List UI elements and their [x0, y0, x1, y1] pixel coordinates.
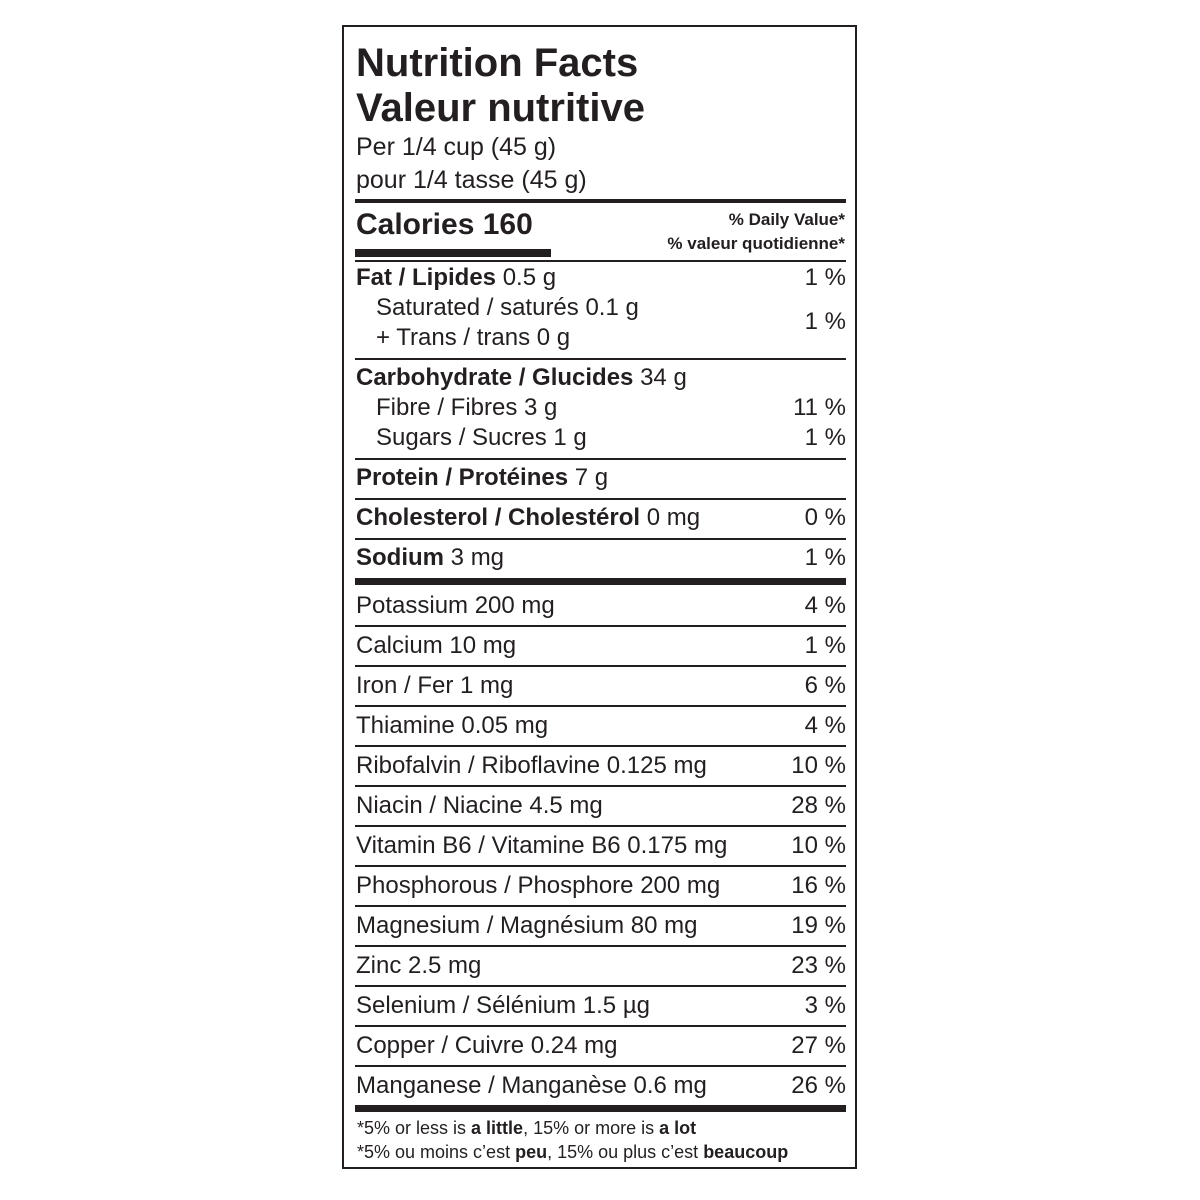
footnote-fr-emphasis: peu	[515, 1142, 548, 1162]
niacin-dv: 28 %	[791, 792, 846, 819]
vitamin-b6-label: Vitamin B6 / Vitamine B6 0.175 mg	[356, 832, 728, 859]
divider-rule	[355, 825, 846, 827]
protein-amount: 7 g	[574, 464, 609, 491]
footnote-en-text: *5% or less is	[357, 1118, 472, 1138]
divider-rule	[355, 985, 846, 987]
fibre-row	[356, 393, 846, 423]
divider-rule	[355, 945, 846, 947]
riboflavin-dv: 10 %	[791, 752, 846, 779]
phosphorous-dv: 16 %	[791, 872, 846, 899]
trans-label: + Trans / trans 0 g	[376, 324, 571, 351]
potassium-row	[356, 591, 846, 621]
divider-rule	[355, 1025, 846, 1027]
iron-dv: 6 %	[804, 672, 846, 699]
footnote-fr-emphasis: beaucoup	[703, 1142, 789, 1162]
niacin-row	[356, 791, 846, 821]
vitamin-b6-dv: 10 %	[791, 832, 846, 859]
cholesterol-label: Cholesterol / Cholestérol	[356, 504, 641, 531]
magnesium-dv: 19 %	[791, 912, 846, 939]
fat-row	[356, 263, 846, 293]
manganese-dv: 26 %	[791, 1072, 846, 1099]
divider-rule	[355, 199, 846, 203]
carbohydrate-row	[356, 363, 846, 393]
protein-row	[356, 463, 846, 493]
daily-value-header-fr: % valeur quotidienne*	[667, 234, 845, 253]
footnote-en-emphasis: a lot	[659, 1118, 697, 1138]
serving-size-fr: pour 1/4 tasse (45 g)	[356, 166, 587, 194]
potassium-label: Potassium 200 mg	[356, 592, 555, 619]
zinc-label: Zinc 2.5 mg	[356, 952, 482, 979]
fat-amount: 0.5 g	[502, 264, 557, 291]
footnote-en	[357, 1117, 696, 1139]
riboflavin-label: Ribofalvin / Riboflavine 0.125 mg	[356, 752, 707, 779]
phosphorous-label: Phosphorous / Phosphore 200 mg	[356, 872, 721, 899]
divider-rule	[355, 865, 846, 867]
sodium-dv: 1 %	[804, 544, 846, 571]
fibre-dv: 11 %	[793, 394, 846, 421]
calcium-row	[356, 631, 846, 661]
divider-rule	[355, 498, 846, 500]
copper-row	[356, 1031, 846, 1061]
divider-rule	[355, 458, 846, 460]
calcium-dv: 1 %	[804, 632, 846, 659]
cholesterol-dv: 0 %	[804, 504, 846, 531]
nutrition-facts-label	[342, 25, 857, 1169]
iron-row	[356, 671, 846, 701]
divider-rule	[355, 358, 846, 360]
divider-rule	[355, 625, 846, 627]
manganese-label: Manganese / Manganèse 0.6 mg	[356, 1072, 707, 1099]
iron-label: Iron / Fer 1 mg	[356, 672, 514, 699]
zinc-row	[356, 951, 846, 981]
carbohydrate-label: Carbohydrate / Glucides	[356, 364, 634, 391]
saturated-label: Saturated / saturés 0.1 g	[376, 294, 639, 321]
divider-rule	[355, 665, 846, 667]
thiamine-dv: 4 %	[804, 712, 846, 739]
magnesium-label: Magnesium / Magnésium 80 mg	[356, 912, 698, 939]
cholesterol-row	[356, 503, 846, 533]
calories-bar	[355, 249, 551, 257]
divider-rule	[355, 785, 846, 787]
serving-size-en: Per 1/4 cup (45 g)	[356, 133, 557, 161]
cholesterol-amount: 0 mg	[646, 504, 701, 531]
calories: Calories 160	[356, 208, 533, 241]
divider-rule	[355, 745, 846, 747]
saturated-trans-dv-row	[356, 307, 846, 337]
footnote-fr	[357, 1141, 788, 1163]
footnote-en-text: , 15% or more is	[523, 1118, 660, 1138]
divider-rule	[355, 260, 846, 262]
daily-value-header-en: % Daily Value*	[728, 210, 845, 229]
divider-rule	[355, 905, 846, 907]
phosphorous-row	[356, 871, 846, 901]
sugars-dv: 1 %	[804, 424, 846, 451]
zinc-dv: 23 %	[791, 952, 846, 979]
vitamin-b6-row	[356, 831, 846, 861]
footnote-fr-text: *5% ou moins c’est	[357, 1142, 516, 1162]
thiamine-row	[356, 711, 846, 741]
saturated-trans-dv: 1 %	[804, 308, 846, 335]
thick-divider-rule	[355, 1105, 846, 1112]
divider-rule	[355, 1065, 846, 1067]
potassium-dv: 4 %	[804, 592, 846, 619]
fibre-label: Fibre / Fibres 3 g	[376, 394, 558, 421]
title-fr: Valeur nutritive	[356, 86, 645, 130]
copper-dv: 27 %	[791, 1032, 846, 1059]
calcium-label: Calcium 10 mg	[356, 632, 517, 659]
selenium-row	[356, 991, 846, 1021]
fat-dv: 1 %	[804, 264, 846, 291]
magnesium-row	[356, 911, 846, 941]
title-en: Nutrition Facts	[356, 41, 639, 85]
footnote-fr-text: , 15% ou plus c’est	[547, 1142, 704, 1162]
fat-label: Fat / Lipides	[356, 264, 497, 291]
sugars-label: Sugars / Sucres 1 g	[376, 424, 587, 451]
sugars-row	[356, 423, 846, 453]
sodium-amount: 3 mg	[450, 544, 505, 571]
thick-divider-rule	[355, 578, 846, 585]
divider-rule	[355, 705, 846, 707]
selenium-label: Selenium / Sélénium 1.5 µg	[356, 992, 650, 1019]
riboflavin-row	[356, 751, 846, 781]
copper-label: Copper / Cuivre 0.24 mg	[356, 1032, 618, 1059]
thiamine-label: Thiamine 0.05 mg	[356, 712, 549, 739]
niacin-label: Niacin / Niacine 4.5 mg	[356, 792, 603, 819]
sodium-label: Sodium	[356, 544, 444, 571]
carbohydrate-amount: 34 g	[640, 364, 687, 391]
protein-label: Protein / Protéines	[356, 464, 569, 491]
manganese-row	[356, 1071, 846, 1101]
selenium-dv: 3 %	[804, 992, 846, 1019]
sodium-row	[356, 543, 846, 573]
divider-rule	[355, 538, 846, 540]
footnote-en-emphasis: a little	[471, 1118, 524, 1138]
